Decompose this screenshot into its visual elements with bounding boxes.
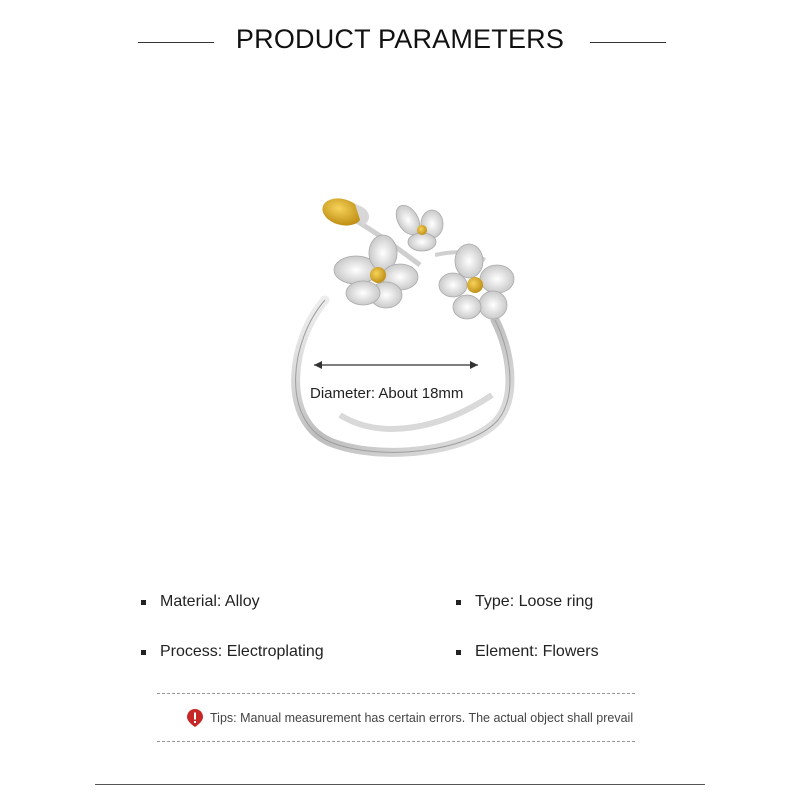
page-title: PRODUCT PARAMETERS <box>235 24 565 54</box>
bullet-icon <box>456 650 461 655</box>
header-rule-right <box>590 42 666 43</box>
tip-note <box>185 708 633 728</box>
bullet-icon <box>456 600 461 605</box>
diameter-label: Diameter: About 18mm <box>310 385 464 402</box>
spec-type <box>456 593 593 611</box>
spec-type-text: Type: Loose ring <box>475 593 594 610</box>
footer-rule <box>95 784 705 785</box>
bullet-icon <box>141 600 146 605</box>
dashed-divider-bottom <box>157 741 635 742</box>
ring-illustration <box>270 190 540 480</box>
tip-text: Tips: Manual measurement has certain errors. The actual object shall prevail <box>210 711 634 725</box>
spec-process-text: Process: Electroplating <box>160 643 324 660</box>
product-image <box>270 190 540 480</box>
bullet-icon <box>141 650 146 655</box>
spec-element <box>456 643 599 661</box>
spec-process <box>141 643 324 661</box>
diameter-arrow <box>314 361 478 369</box>
warning-icon <box>185 708 205 728</box>
spec-element-text: Element: Flowers <box>475 643 599 660</box>
spec-material-text: Material: Alloy <box>160 593 260 610</box>
spec-material <box>141 593 260 611</box>
dashed-divider-top <box>157 693 635 694</box>
